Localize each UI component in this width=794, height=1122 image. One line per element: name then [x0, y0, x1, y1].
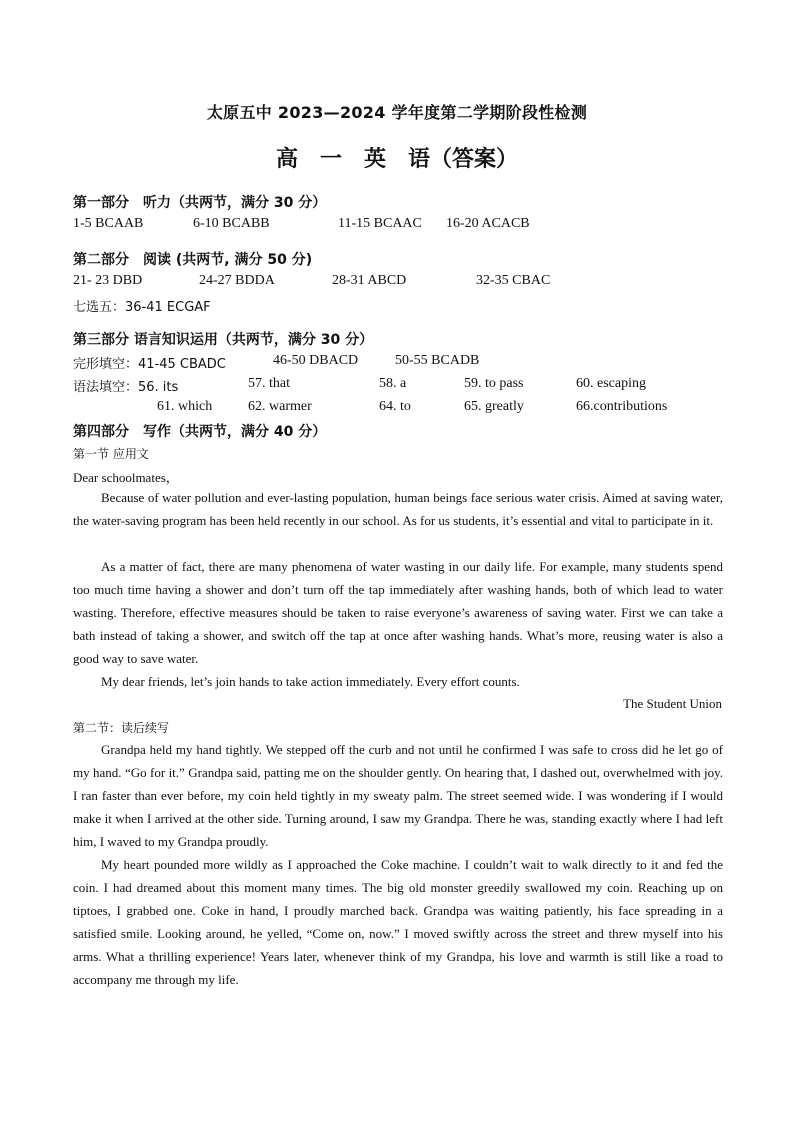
grammar-label: 语法填空：56. its: [73, 380, 179, 395]
story-paragraph: My heart pounded more wildly as I approached the Coke machine. I couldn’t wait to walk directly to it and fed the coin. I had dreamed about this moment many times. The big old monster greedily swallowed my coin. Reaching up on tiptoes, I grabbed one. Coke in hand, I proudly marched back. Grandpa was waiting patiently, his face spreading in a satisfied smile. Looking around, he yelled, “Come on, now.” I moved swiftly across the street and threw myself into his arms. What a thrilling experience! Years later, whenever think of my Grandpa, his love and warmth is still like a road to accompany me through my life.: [73, 857, 723, 987]
answer-group: 11-15 BCAAC: [338, 216, 422, 231]
grammar-answer: 59. to pass: [464, 376, 524, 391]
answer-group: 16-20 ACACB: [446, 216, 530, 231]
grammar-answer: 65. greatly: [464, 399, 524, 414]
grammar-answer: 57. that: [248, 376, 290, 391]
school-exam-title: 太原五中 2023—2024 学年度第二学期阶段性检测: [206, 103, 588, 122]
section2-label: 第二节：读后续写: [73, 721, 170, 735]
story-paragraph: Grandpa held my hand tightly. We stepped off the curb and not until he confirmed I was safe to cross did he let go of my hand. “Go for it.” Grandpa said, patting me on the shoulder gently. On hearing that, I dashed out, overwhelmed with joy. I ran faster than ever before, my coin held tightly in my sweaty palm. The street seemed wide. I was wondering if I would make it when I arrived at the other side. Turning around, I saw my Grandpa. There he was, standing exactly where I had left him, I waved to my Grandpa proudly.: [73, 742, 723, 849]
answer-group: 1-5 BCAAB: [73, 216, 144, 231]
part3-heading: 第三部分 语言知识运用（共两节，满分 30 分）: [73, 332, 374, 348]
part2-heading: 第二部分 阅读 (共两节, 满分 50 分): [73, 252, 313, 268]
essay-paragraph: Because of water pollution and ever-lasting population, human beings face serious water crisis. Aimed at saving water, the water-saving program has been held recently in our school. As for us students, it’s essential and vital to participate in it.: [73, 490, 723, 528]
document-title: 高 一 英 语（答案）: [275, 147, 518, 172]
essay-paragraph: As a matter of fact, there are many phenomena of water wasting in our daily life. For example, many students spend too much time having a shower and don’t turn off the tap immediately after washing hands, both of which lead to water wasting. Therefore, effective measures should be taken to raise everyone’s awareness of saving water. First we can take a bath instead of taking a shower, and switch off the tap at once after washing hands. What’s more, reusing water is also a good way to save water.: [73, 559, 723, 666]
essay-paragraph: My dear friends, let’s join hands to take action immediately. Every effort counts.: [101, 674, 520, 689]
answer-group: 50-55 BCADB: [395, 353, 480, 368]
cloze-label: 完形填空：41-45 CBADC: [73, 357, 226, 372]
grammar-answer: 64. to: [379, 399, 411, 414]
answer-group: 32-35 CBAC: [476, 273, 551, 288]
letter-greeting: Dear schoolmates，: [73, 470, 179, 485]
section1-label: 第一节 应用文: [73, 447, 149, 461]
grammar-answer: 61. which: [157, 399, 213, 414]
letter-signature: The Student Union: [623, 696, 722, 711]
grammar-answer: 62. warmer: [248, 399, 312, 414]
part4-heading: 第四部分 写作（共两节，满分 40 分）: [73, 424, 327, 440]
answer-group: 6-10 BCABB: [193, 216, 270, 231]
answer-group: 24-27 BDDA: [199, 273, 275, 288]
answer-group: 46-50 DBACD: [273, 353, 359, 368]
part1-heading: 第一部分 听力（共两节，满分 30 分）: [73, 195, 327, 211]
answer-group: 28-31 ABCD: [332, 273, 407, 288]
grammar-answer: 60. escaping: [576, 376, 646, 391]
grammar-answer: 58. a: [379, 376, 407, 391]
seven-choose-five: 七选五：36-41 ECGAF: [73, 300, 211, 315]
grammar-answer: 66.contributions: [576, 399, 668, 414]
answer-group: 21- 23 DBD: [73, 273, 143, 288]
